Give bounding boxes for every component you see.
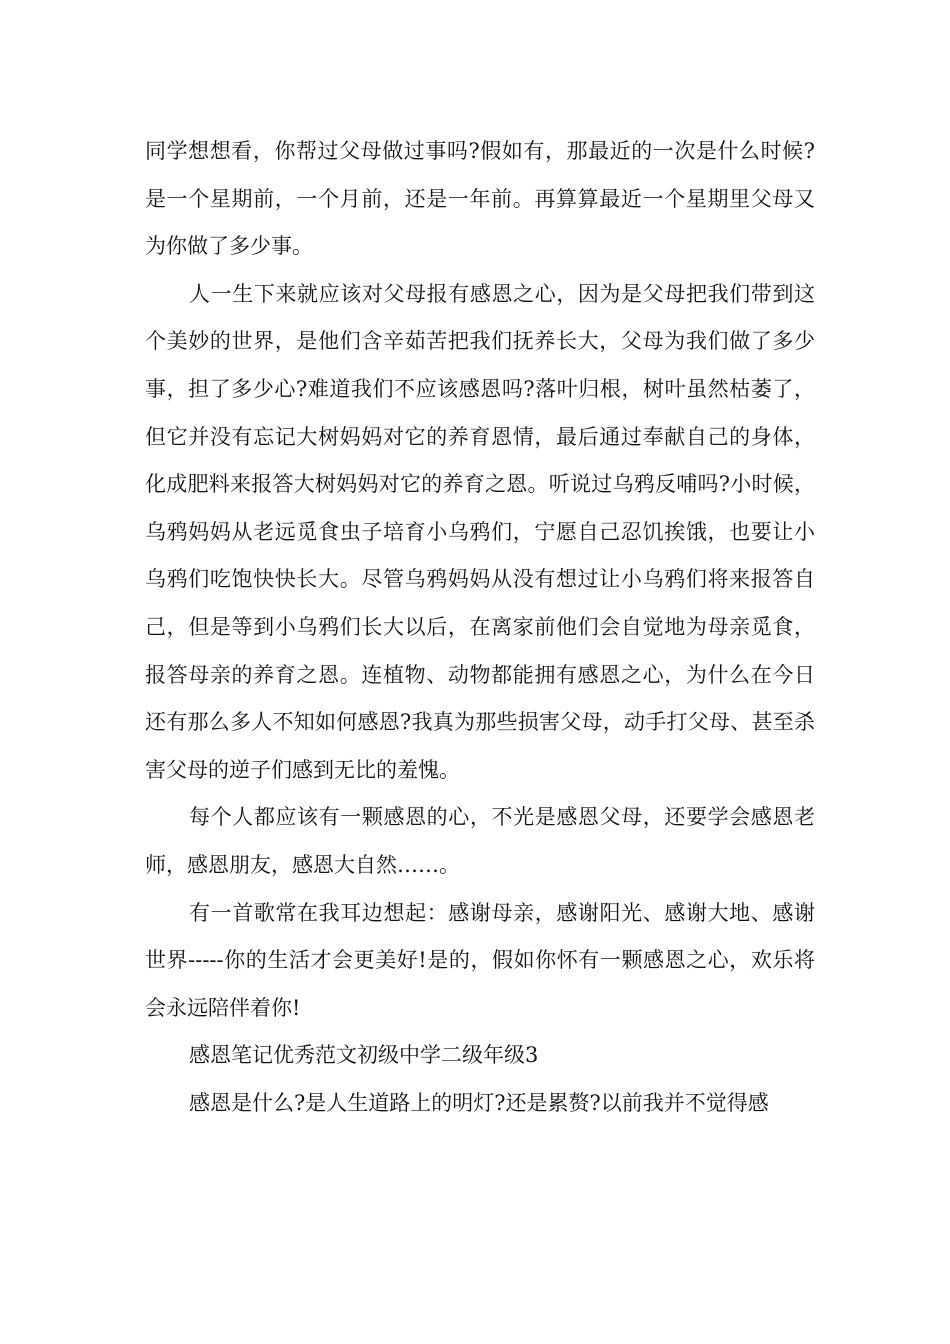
paragraph-3: 每个人都应该有一颗感恩的心，不光是感恩父母，还要学会感恩老师，感恩朋友，感恩大自然……。 [145,805,815,877]
section-heading: 感恩笔记优秀范文初级中学二级年级3 [189,1043,539,1068]
document-body [145,128,815,1127]
paragraph-4: 有一首歌常在我耳边想起：感谢母亲，感谢阳光、感谢大地、感谢世界-----你的生活才会更美好!是的，假如你怀有一颗感恩之心，欢乐将会永远陪伴着你! [145,900,815,1020]
paragraph-2: 人一生下来就应该对父母报有感恩之心，因为是父母把我们带到这个美妙的世界，是他们含辛茹苦把我们抚养长大，父母为我们做了多少事，担了多少心?难道我们不应该感恩吗?落叶归根，树叶虽然枯萎了，但它并没有忘记大树妈妈对它的养育恩情，最后通过奉献自己的身体，化成肥料来报答大树妈妈对它的养育之恩。听说过乌鸦反哺吗?小时候，乌鸦妈妈从老远觅食虫子培育小乌鸦们，宁愿自己忍饥挨饿，也要让小乌鸦们吃饱快快长大。尽管乌鸦妈妈从没有想过让小乌鸦们将来报答自己，但是等到小乌鸦们长大以后，在离家前他们会自觉地为母亲觅食，报答母亲的养育之恩。连植物、动物都能拥有感恩之心，为什么在今日还有那么多人不知如何感恩?我真为那些损害父母，动手打父母、甚至杀害父母的逆子们感到无比的羞愧。 [145,281,815,782]
paragraph-5: 感恩是什么?是人生道路上的明灯?还是累赘?以前我并不觉得感 [189,1090,769,1115]
paragraph-1: 同学想想看，你帮过父母做过事吗?假如有，那最近的一次是什么时候?是一个星期前，一个月前，还是一年前。再算算最近一个星期里父母又为你做了多少事。 [145,139,815,259]
